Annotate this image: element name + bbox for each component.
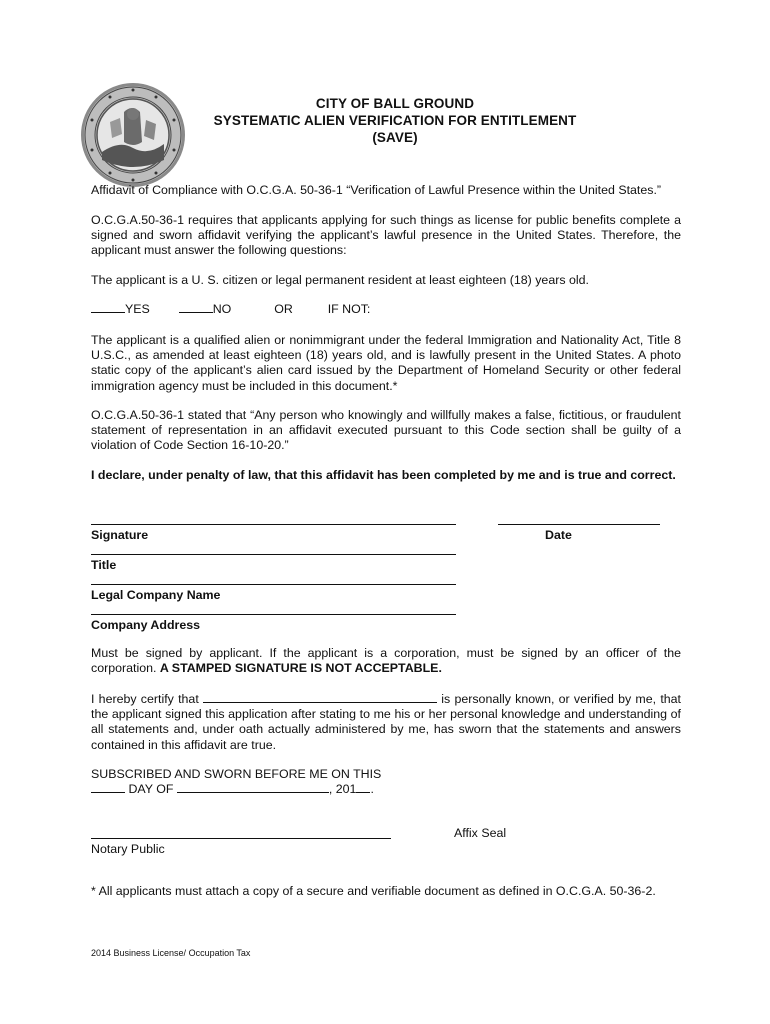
company-name-line[interactable]	[91, 584, 456, 585]
if-not-label: IF NOT:	[327, 302, 371, 316]
signing-requirement	[91, 646, 681, 676]
requirement-paragraph: O.C.G.A.50-36-1 requires that applicants applying for such things as license for public benefits complete a signed and sworn affidavit verifying the applicant’s lawful presence in the United States. Therefore, the applicant must answer the following questions:	[91, 213, 681, 258]
year-prefix: , 201	[328, 782, 357, 796]
month-blank[interactable]	[177, 792, 329, 793]
company-address-line[interactable]	[91, 614, 456, 615]
signing-requirement-text: Must be signed by applicant. If the applicant is a corporation, must be signed by an officer of the corporation.	[91, 646, 681, 676]
certify-body: is personally known, or verified by me, that the applicant signed this application after stating to me his or her personal knowledge and understanding of all statements and, under oath actually administered by me, has sworn that the statements and answers contained in this affidavit are true.	[91, 692, 681, 752]
affix-seal-label: Affix Seal	[454, 826, 507, 840]
affidavit-intro: Affidavit of Compliance with O.C.G.A. 50-36-1 “Verification of Lawful Presence within the United States.”	[91, 183, 662, 197]
subscribed-line: SUBSCRIBED AND SWORN BEFORE ME ON THIS	[91, 767, 382, 781]
signature-label: Signature	[91, 528, 149, 542]
year-period: .	[370, 782, 374, 796]
qualified-alien-paragraph: The applicant is a qualified alien or nonimmigrant under the federal Immigration and Nationality Act, Title 8 U.S.C., as amended at least eighteen (18) years old, and is lawfully present in the United States. A photo static copy of the applicant’s alien card issued by the Department of Homeland Security or other federal immigration agency must be included in this document.*	[91, 333, 681, 393]
document-header	[190, 95, 600, 146]
yes-label: YES	[125, 302, 150, 316]
date-label: Date	[545, 528, 572, 542]
penalty-paragraph: O.C.G.A.50-36-1 stated that “Any person who knowingly and willfully makes a false, fictitious, or fraudulent statement of representation in an affidavit executed pursuant to this Code section shall be guilty of a violation of Code Section 16-10-20.”	[91, 408, 681, 453]
certification-paragraph	[91, 692, 681, 753]
yes-blank[interactable]	[91, 312, 125, 313]
citizen-statement: The applicant is a U. S. citizen or legal permanent resident at least eighteen (18) years old.	[91, 273, 589, 287]
applicant-name-blank[interactable]	[203, 702, 437, 703]
company-address-label: Company Address	[91, 618, 201, 632]
form-title: SYSTEMATIC ALIEN VERIFICATION FOR ENTITLEMENT	[213, 113, 577, 128]
stamped-signature-warning: A STAMPED SIGNATURE IS NOT ACCEPTABLE.	[159, 661, 442, 676]
attachment-footnote: * All applicants must attach a copy of a secure and verifiable document as defined in O.C.G.A. 50-36-2.	[91, 884, 656, 898]
page-footer: 2014 Business License/ Occupation Tax	[91, 948, 251, 958]
title-label: Title	[91, 558, 117, 572]
form-acronym: (SAVE)	[372, 130, 418, 145]
title-line[interactable]	[91, 554, 456, 555]
date-line[interactable]	[498, 524, 660, 525]
notary-label: Notary Public	[91, 842, 165, 856]
city-name: CITY OF BALL GROUND	[315, 96, 475, 111]
certify-lead: I hereby certify that	[91, 692, 204, 706]
notary-signature-line[interactable]	[91, 838, 391, 839]
citizenship-choice-row	[91, 302, 370, 316]
day-blank[interactable]	[91, 792, 125, 793]
no-label: NO	[212, 302, 232, 316]
or-label: OR	[274, 302, 293, 316]
city-seal-icon	[80, 82, 186, 188]
company-name-label: Legal Company Name	[91, 588, 221, 602]
year-blank[interactable]	[356, 792, 370, 793]
signature-line[interactable]	[91, 524, 456, 525]
day-of-line	[91, 782, 374, 796]
day-of-text: DAY OF	[125, 782, 177, 796]
declaration-paragraph: I declare, under penalty of law, that this affidavit has been completed by me and is true and correct.	[91, 468, 676, 482]
no-blank[interactable]	[179, 312, 213, 313]
